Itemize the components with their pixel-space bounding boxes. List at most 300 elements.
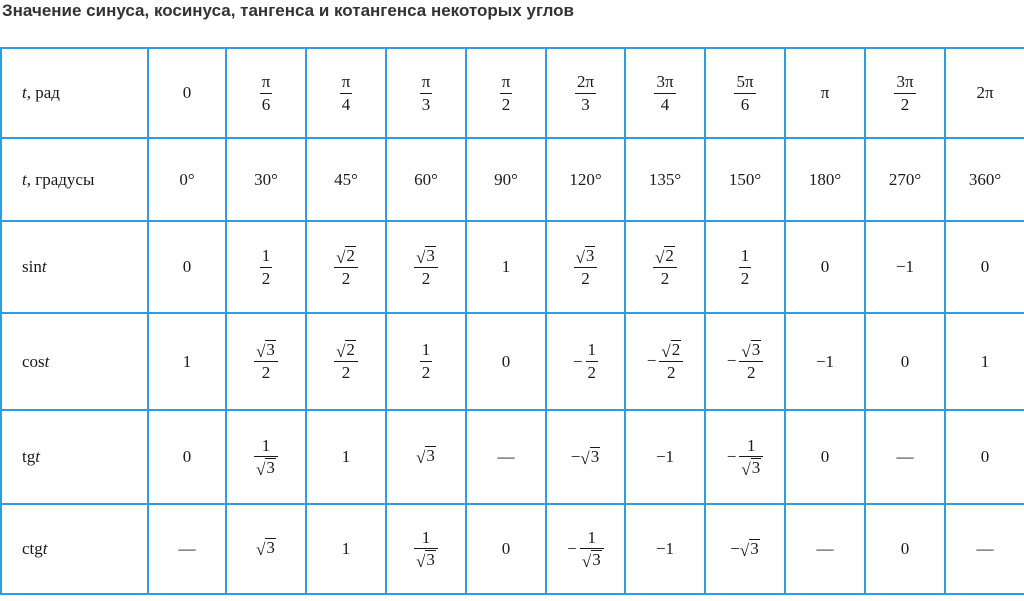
table-cell [625, 410, 705, 504]
fraction-denominator: 2 [740, 268, 750, 288]
cell-value [502, 257, 511, 277]
cell-value [334, 170, 358, 190]
table-cell [865, 313, 945, 410]
value-text: — [497, 447, 515, 466]
fraction-numerator: 3π [656, 71, 674, 91]
value-text: −1 [655, 539, 675, 558]
cell-value [647, 340, 683, 382]
table-cell [945, 410, 1024, 504]
fraction-numerator [414, 246, 438, 267]
fraction-numerator: 1 [747, 435, 756, 455]
cell-value [334, 246, 358, 288]
fraction [254, 340, 278, 382]
table-cell [466, 313, 546, 410]
cell-value [896, 257, 914, 277]
fraction-denominator: 2 [660, 268, 670, 288]
cell-value [183, 83, 192, 103]
table-cell [226, 313, 306, 410]
radicand: 3 [750, 539, 759, 559]
fraction [580, 528, 604, 570]
fraction-denominator: 3 [581, 94, 590, 114]
radical-sign: √ [580, 448, 590, 468]
radicand: 3 [590, 447, 600, 467]
fraction-denominator: 2 [421, 363, 431, 382]
radical-sign: √ [416, 247, 426, 267]
cell-value [894, 72, 915, 114]
value-text: 0 [900, 539, 910, 558]
fraction-numerator: 5π [736, 71, 754, 91]
fraction-numerator: 1 [587, 340, 597, 360]
cell-value [179, 539, 196, 559]
fraction [739, 246, 752, 288]
value-text: 1 [341, 539, 351, 558]
variable-t: t [42, 539, 48, 558]
radicand: 3 [751, 458, 761, 478]
fraction [586, 340, 599, 382]
table-cell [306, 221, 386, 313]
value-text: 270° [888, 169, 922, 189]
trig-values-table [0, 47, 1024, 595]
value-text: — [816, 539, 834, 558]
table-cell [466, 504, 546, 594]
fraction [334, 340, 358, 382]
cell-value [502, 539, 511, 559]
value-text: 0 [182, 447, 192, 466]
cell-value [502, 352, 511, 372]
value-text: — [976, 539, 994, 558]
value-text: 0 [182, 83, 192, 102]
table-cell [306, 410, 386, 504]
radicand: 2 [346, 340, 355, 360]
value-text: 360° [968, 169, 1002, 189]
table-cell [865, 504, 945, 594]
fraction-denominator: 2 [581, 268, 590, 288]
fraction [340, 72, 353, 114]
fraction [739, 340, 763, 382]
fraction-numerator [739, 340, 763, 361]
table-cell [386, 138, 466, 221]
fraction-denominator: 2 [341, 363, 351, 383]
table-cell [226, 48, 306, 138]
cell-value [183, 257, 192, 277]
table-row [1, 221, 1024, 313]
cell-value [821, 257, 830, 277]
cell-value [981, 447, 990, 467]
cell-value [901, 539, 910, 559]
fraction [734, 72, 755, 114]
cell-value [727, 340, 763, 382]
table-cell [546, 48, 625, 138]
value-text: 0 [980, 257, 990, 276]
cell-value [500, 72, 513, 114]
table-cell [226, 410, 306, 504]
row-label [1, 48, 148, 138]
value-text: 150° [728, 169, 762, 189]
table-cell [546, 504, 625, 594]
table-cell [546, 313, 625, 410]
radical-sign: √ [661, 342, 671, 362]
row-label [1, 221, 148, 313]
cell-value [977, 539, 994, 559]
fraction [575, 72, 596, 114]
table-cell [226, 221, 306, 313]
cell-value [340, 72, 353, 114]
table-cell [306, 48, 386, 138]
radical-sign: √ [581, 552, 592, 572]
minus-sign: − [570, 447, 581, 466]
fraction-denominator: 2 [587, 363, 597, 382]
table-row [1, 313, 1024, 410]
page-title: Значение синуса, косинуса, тангенса и котангенса некоторых углов [2, 1, 575, 20]
cell-value [414, 170, 438, 190]
cell-value [573, 340, 598, 382]
radicand: 2 [671, 340, 681, 360]
radicand: 3 [266, 340, 275, 360]
square-root [416, 446, 436, 466]
fraction-denominator: 2 [900, 94, 910, 114]
square-root [740, 539, 760, 559]
table-cell [306, 504, 386, 594]
table-cell [148, 313, 226, 410]
cell-value [817, 539, 834, 559]
value-text: 0 [501, 351, 511, 371]
value-text: 90° [494, 169, 518, 189]
cell-value [571, 447, 600, 467]
table-cell [865, 138, 945, 221]
table-cell [386, 48, 466, 138]
fraction [420, 340, 433, 382]
fraction-denominator: 2 [747, 363, 756, 383]
value-text: −1 [655, 447, 675, 466]
cell-value [897, 447, 914, 467]
cell-value [653, 246, 677, 288]
table-cell [945, 504, 1024, 594]
radical-sign: √ [336, 247, 346, 267]
minus-sign: − [572, 351, 583, 371]
fraction-numerator: π [341, 71, 351, 91]
cell-value [414, 246, 438, 288]
cell-value [256, 538, 276, 558]
fraction-denominator [414, 549, 438, 570]
minus-sign: − [730, 539, 740, 558]
fraction-denominator: 2 [501, 94, 511, 114]
minus-sign: − [646, 351, 657, 371]
cell-value [727, 436, 763, 478]
fraction [659, 340, 683, 382]
value-text: 0 [820, 447, 830, 466]
fraction-denominator: 2 [341, 268, 351, 288]
fraction-numerator: 1 [261, 245, 271, 265]
fraction [260, 72, 273, 114]
fraction-denominator: 2 [261, 363, 271, 383]
unit-label: , градусы [26, 169, 95, 189]
value-text: 60° [414, 169, 438, 189]
radical-sign: √ [416, 552, 426, 572]
table-cell [386, 410, 466, 504]
radical-sign: √ [256, 342, 266, 362]
cell-value [416, 446, 436, 466]
radicand: 3 [751, 340, 761, 360]
table-cell [785, 410, 865, 504]
cell-value [821, 447, 830, 467]
fraction [739, 436, 763, 478]
cell-value [734, 72, 755, 114]
fraction-numerator: 1 [421, 527, 431, 547]
value-text: −1 [895, 257, 915, 276]
fraction-numerator: π [421, 71, 431, 91]
variable-t: t [22, 83, 27, 102]
variable-t: t [44, 351, 50, 371]
row-label [1, 138, 148, 221]
row-label [1, 504, 148, 594]
minus-sign: − [567, 538, 577, 558]
value-text: 0 [182, 257, 192, 276]
value-text: 1 [501, 257, 511, 276]
radicand: 3 [266, 538, 275, 558]
fraction-denominator: 6 [261, 94, 271, 114]
table-cell [466, 48, 546, 138]
cell-value [254, 436, 278, 478]
table-cell [865, 48, 945, 138]
value-text: 30° [254, 169, 278, 189]
cell-value [574, 246, 598, 288]
radicand: 2 [346, 245, 355, 265]
radical-sign: √ [256, 460, 266, 480]
cell-value [821, 83, 830, 103]
cell-value [183, 447, 192, 467]
fraction [894, 72, 915, 114]
value-text: 0 [820, 257, 830, 276]
table-cell [226, 138, 306, 221]
fraction-numerator: 2π [576, 71, 595, 91]
table-cell [865, 410, 945, 504]
fraction [414, 528, 438, 570]
table-row [1, 504, 1024, 594]
value-text: 180° [808, 169, 842, 189]
table-cell [148, 504, 226, 594]
table-cell [785, 313, 865, 410]
fraction-numerator [334, 246, 358, 267]
radical-sign: √ [655, 247, 665, 267]
function-name: sin [22, 257, 42, 276]
fraction-numerator [574, 246, 598, 267]
square-root [256, 538, 276, 558]
cell-value [254, 170, 278, 190]
radical-sign: √ [416, 447, 426, 467]
cell-value [981, 257, 990, 277]
radical-sign: √ [741, 460, 751, 480]
fraction [414, 246, 438, 288]
cell-value [414, 528, 438, 570]
fraction-denominator [739, 457, 763, 478]
cell-value [260, 246, 273, 288]
table-cell [148, 138, 226, 221]
cell-value [654, 72, 675, 114]
table-row [1, 138, 1024, 221]
table-cell [865, 221, 945, 313]
table-cell [705, 221, 785, 313]
fraction-denominator: 3 [421, 94, 431, 114]
value-text: — [178, 539, 196, 558]
square-root [580, 447, 600, 467]
table-cell [705, 410, 785, 504]
fraction-numerator: π [261, 71, 271, 91]
cell-value [656, 447, 674, 467]
radical-sign: √ [741, 342, 751, 362]
cell-value [420, 72, 433, 114]
table-cell [466, 410, 546, 504]
table-cell [625, 221, 705, 313]
table-cell [945, 313, 1024, 410]
value-text: — [896, 447, 914, 466]
table-cell [705, 138, 785, 221]
variable-t: t [41, 257, 47, 276]
fraction-numerator [659, 340, 683, 361]
value-text: 0 [980, 447, 990, 466]
radical-sign: √ [336, 342, 346, 362]
fraction [334, 246, 358, 288]
cell-value [729, 170, 761, 190]
minus-sign: − [726, 351, 737, 371]
fraction-numerator: 1 [421, 340, 431, 360]
table-cell [386, 504, 466, 594]
cell-value [342, 539, 351, 559]
fraction [420, 72, 433, 114]
table-cell [466, 138, 546, 221]
table-cell [386, 221, 466, 313]
cell-value [569, 170, 601, 190]
fraction-denominator: 2 [261, 268, 271, 288]
fraction-denominator [254, 457, 278, 478]
unit-label: , рад [26, 83, 60, 102]
fraction-denominator: 2 [667, 363, 676, 383]
table-cell [546, 410, 625, 504]
minus-sign: − [726, 446, 737, 466]
table-cell [386, 313, 466, 410]
table-cell [785, 138, 865, 221]
cell-value [179, 170, 194, 190]
row-label [1, 410, 148, 504]
value-text: 45° [334, 169, 358, 189]
table-cell [785, 504, 865, 594]
fraction-numerator: π [501, 71, 511, 91]
cell-value [183, 352, 192, 372]
cell-value [656, 539, 674, 559]
value-text: 0 [900, 351, 910, 371]
value-text: π [820, 83, 830, 102]
function-name: ctg [22, 539, 43, 558]
table-cell [466, 221, 546, 313]
table-cell [546, 138, 625, 221]
table-cell [945, 138, 1024, 221]
function-name: cos [22, 351, 45, 371]
table-cell [306, 313, 386, 410]
radicand: 3 [592, 550, 601, 570]
value-text: 1 [341, 447, 351, 466]
fraction-numerator [653, 246, 677, 267]
radicand: 3 [426, 446, 435, 466]
fraction-numerator: 1 [740, 245, 750, 265]
fraction-denominator: 4 [660, 94, 670, 114]
cell-value [567, 528, 603, 570]
fraction-numerator: 3π [896, 71, 914, 91]
fraction-denominator: 4 [341, 94, 351, 114]
value-text: 120° [569, 169, 602, 189]
fraction-denominator [580, 549, 604, 570]
table-cell [148, 221, 226, 313]
table-cell [625, 138, 705, 221]
cell-value [494, 170, 518, 190]
table-row [1, 48, 1024, 138]
radical-sign: √ [739, 540, 750, 560]
table-cell [705, 504, 785, 594]
cell-value [254, 340, 278, 382]
value-text: 135° [648, 169, 682, 189]
fraction [574, 246, 598, 288]
value-text: 1 [182, 351, 192, 371]
fraction-denominator: 2 [421, 268, 431, 288]
fraction [653, 246, 677, 288]
cell-value [816, 352, 834, 372]
cell-value [969, 170, 1001, 190]
cell-value [976, 83, 993, 103]
variable-t: t [22, 169, 27, 189]
cell-value [809, 170, 841, 190]
fraction-numerator: 1 [587, 527, 597, 547]
table-cell [625, 313, 705, 410]
cell-value [649, 170, 681, 190]
value-text: −1 [815, 351, 835, 371]
radical-sign: √ [256, 539, 266, 559]
table-cell [306, 138, 386, 221]
radicand: 3 [585, 245, 595, 265]
table-cell [785, 221, 865, 313]
cell-value [342, 447, 351, 467]
cell-value [981, 352, 990, 372]
radical-sign: √ [575, 247, 585, 267]
cell-value [889, 170, 921, 190]
fraction [254, 436, 278, 478]
cell-value [739, 246, 752, 288]
fraction [654, 72, 675, 114]
table-cell [546, 221, 625, 313]
radicand: 3 [426, 550, 435, 570]
table-cell [148, 410, 226, 504]
fraction-numerator: 1 [261, 435, 271, 455]
cell-value [334, 340, 358, 382]
value-text: 0 [501, 539, 511, 558]
row-label [1, 313, 148, 410]
fraction-numerator [254, 340, 278, 361]
cell-value [730, 539, 759, 559]
table-row [1, 410, 1024, 504]
table-cell [945, 221, 1024, 313]
table-cell [625, 48, 705, 138]
value-text: 0° [179, 169, 195, 189]
table-cell [625, 504, 705, 594]
radicand: 3 [426, 245, 435, 265]
cell-value [420, 340, 433, 382]
cell-value [260, 72, 273, 114]
cell-value [575, 72, 596, 114]
radicand: 3 [266, 458, 275, 478]
table-cell [945, 48, 1024, 138]
table-cell [705, 313, 785, 410]
fraction [500, 72, 513, 114]
fraction-denominator: 6 [740, 94, 750, 114]
table-cell [148, 48, 226, 138]
variable-t: t [35, 447, 40, 466]
